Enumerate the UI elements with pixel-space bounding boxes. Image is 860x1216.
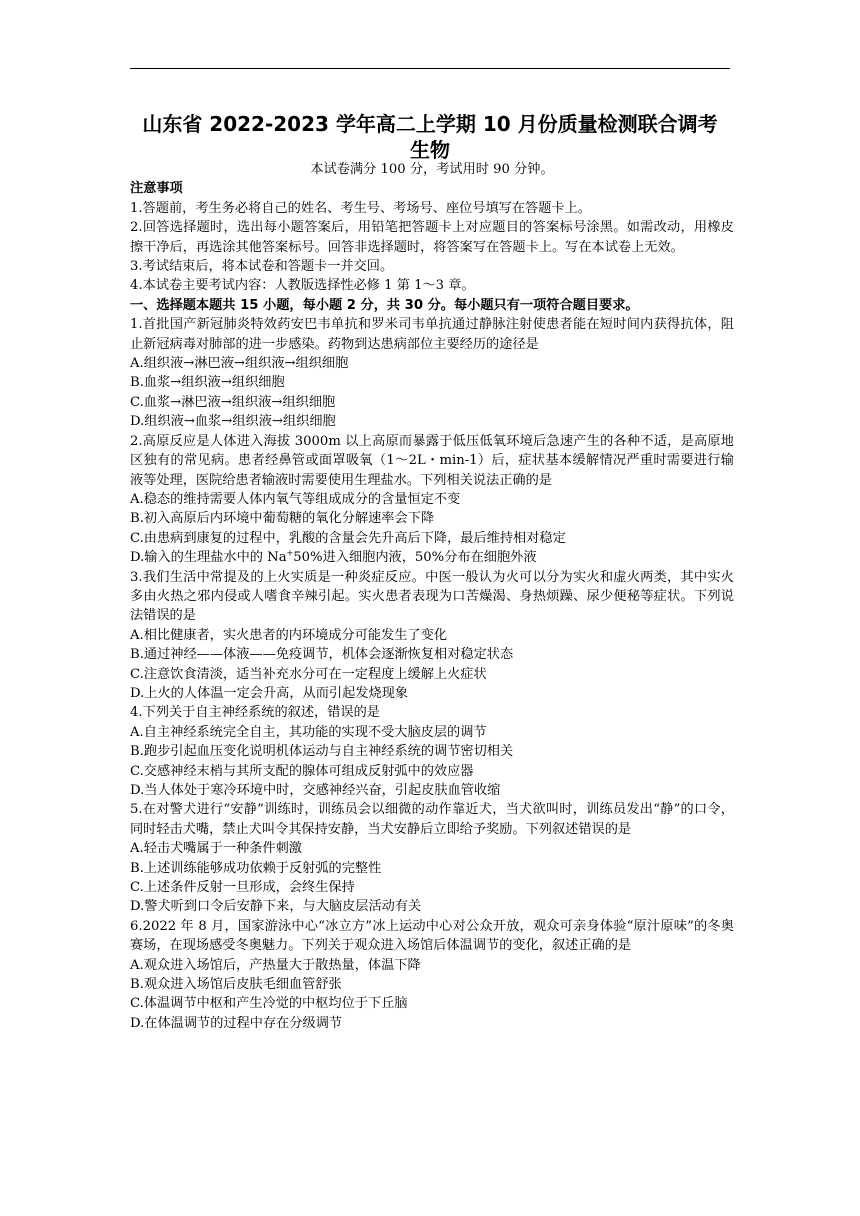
document-title: 山东省 2022-2023 学年高二上学期 10 月份质量检测联合调考 [142,112,718,136]
question-stem: 4.下列关于自主神经系统的叙述，错误的是 [130,705,380,721]
question-option: C.注意饮食清淡，适当补充水分可在一定程度上缓解上火症状 [130,666,487,682]
question-option: D.在体温调节的过程中存在分级调节 [130,1015,343,1031]
notice-item: 3.考试结束后，将本试卷和答题卡一并交回。 [130,259,394,275]
subject-title: 生物 [410,138,450,162]
notice-item: 4.本试卷主要考试内容：人教版选择性必修 1 第 1～3 章。 [130,278,475,294]
question-option: A.自主神经系统完全自主，其功能的实现不受大脑皮层的调节 [130,724,487,740]
question-option: C.体温调节中枢和产生冷觉的中枢均位于下丘脑 [130,996,408,1012]
question-option: D.警犬听到口令后安静下来，与大脑皮层活动有关 [130,899,422,915]
question-option [130,548,734,567]
question-option: A.轻击犬嘴属于一种条件刺激 [130,841,302,857]
document-body [130,160,734,1033]
question-option: B.血浆→组织液→组织细胞 [130,375,285,391]
question-stem: 5.在对警犬进行“安静”训练时，训练员会以细微的动作靠近犬，当犬欲叫时，训练员发出“静”的口令，同时轻击犬嘴，禁止犬叫令其保持安静，当犬安静后立即给予奖励。下列叙述错误的是 [130,802,734,837]
question-stem: 1.首批国产新冠肺炎特效药安巴韦单抗和罗米司韦单抗通过静脉注射使患者能在短时间内获得抗体，阻止新冠病毒对肺部的进一步感染。药物到达患病部位主要经历的途径是 [130,317,734,352]
question-option: C.血浆→淋巴液→组织液→组织细胞 [130,394,336,410]
question-option: A.相比健康者，实火患者的内环境成分可能发生了变化 [130,627,448,643]
option-text: D.输入的生理盐水中的 Na [130,550,287,566]
question-option: B.通过神经——体液——免疫调节，机体会逐渐恢复相对稳定状态 [130,647,514,663]
question-stem: 3.我们生活中常提及的上火实质是一种炎症反应。中医一般认为火可以分为实火和虚火两类，其中实火多由火热之邪内侵或人嗜食辛辣引起。实火患者表现为口苦燥渴、身热烦躁、尿少便秘等症状。下列说法错误的是 [130,569,734,624]
question-option: B.初入高原后内环境中葡萄糖的氧化分解速率会下降 [130,511,435,527]
question-option: C.交感神经末梢与其所支配的腺体可组成反射弧中的效应器 [130,763,474,779]
question-stem: 2.高原反应是人体进入海拔 3000m 以上高原而暴露于低压低氧环境后急速产生的各种不适，是高原地区独有的常见病。患者经鼻管或面罩吸氧（1～2L・min-1）后，症状基本缓解情况严重时需要进行输液等处理，医院给患者输液时需要使用生理盐水。下列相关说法正确的是 [130,433,734,488]
section-heading: 一、选择题本题共 15 小题，每小题 2 分，共 30 分。每小题只有一项符合题目要求。 [130,297,639,313]
notice-item: 1.答题前，考生务必将自己的姓名、考生号、考场号、座位号填写在答题卡上。 [130,200,591,216]
notice-item: 2.回答选择题时，选出每小题答案后，用铅笔把答题卡上对应题目的答案标号涂黑。如需改动，用橡皮擦干净后，再选涂其他答案标号。回答非选择题时，将答案写在答题卡上。写在本试卷上无效。 [130,220,734,255]
question-stem: 6.2022 年 8 月，国家游泳中心“冰立方”冰上运动中心对公众开放，观众可亲身体验“原汁原味”的冬奥赛场，在现场感受冬奥魅力。下列关于观众进入场馆后体温调节的变化，叙述正确的是 [130,918,734,954]
option-text: 50%进入细胞内液，50%分布在细胞外液 [293,550,537,566]
question-option: D.组织液→血浆→组织液→组织细胞 [130,414,336,430]
notice-heading: 注意事项 [130,181,183,197]
superscript: + [286,548,294,558]
question-option: D.当人体处于寒冷环境中时，交感神经兴奋，引起皮肤血管收缩 [130,783,501,798]
question-option: C.由患病到康复的过程中，乳酸的含量会先升高后下降，最后维持相对稳定 [130,530,566,546]
question-option: C.上述条件反射一旦形成，会终生保持 [130,880,355,896]
question-option: A.稳态的维持需要人体内氧气等组成成分的含量恒定不变 [130,491,461,507]
question-option: D.上火的人体温一定会升高，从而引起发烧现象 [130,685,409,701]
question-option: B.跑步引起血压变化说明机体运动与自主神经系统的调节密切相关 [130,744,514,760]
question-option: B.观众进入场馆后皮肤毛细血管舒张 [130,977,342,993]
question-option: B.上述训练能够成功依赖于反射弧的完整性 [130,860,382,876]
question-option: A.组织液→淋巴液→组织液→组织细胞 [130,356,349,372]
exam-info: 本试卷满分 100 分，考试用时 90 分钟。 [310,162,554,177]
header-rule [130,68,730,69]
question-option: A.观众进入场馆后，产热量大于散热量，体温下降 [130,957,421,973]
